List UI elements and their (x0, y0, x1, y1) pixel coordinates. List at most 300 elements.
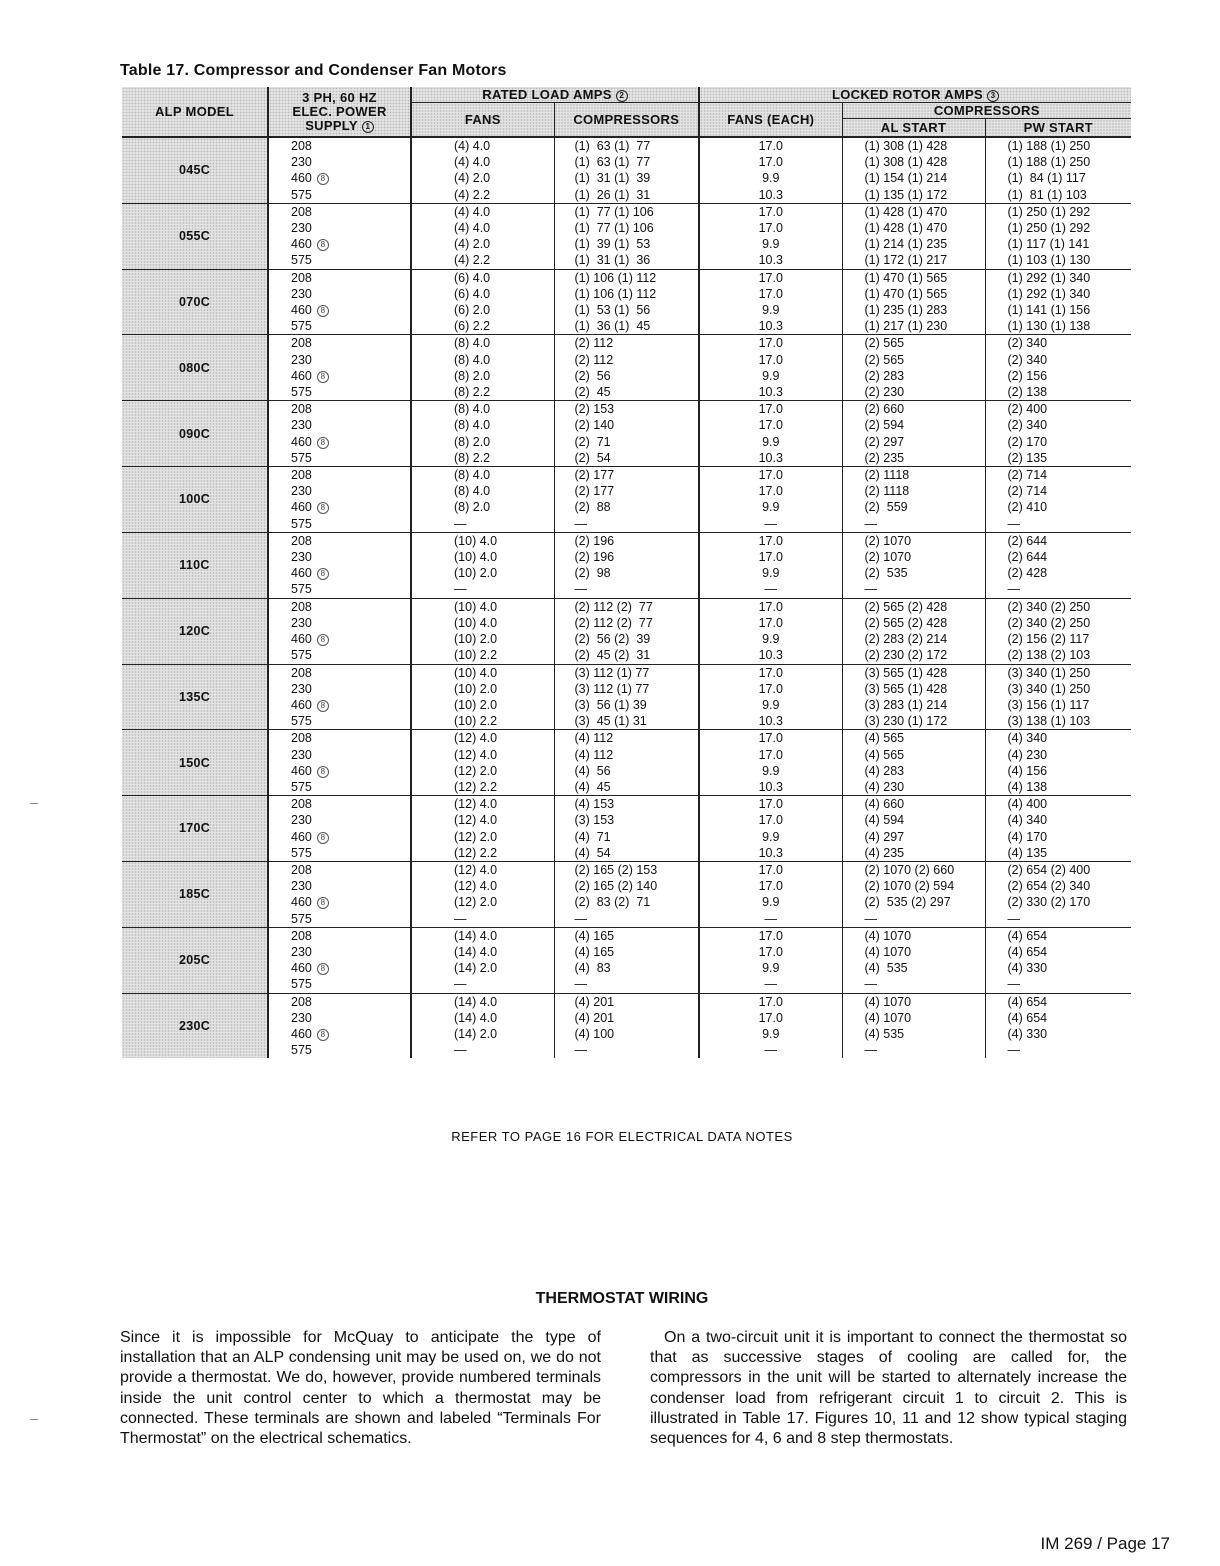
voltage-cell (268, 1026, 411, 1042)
pw-start-cell (985, 318, 1131, 335)
al-start-cell-value: (3) 565 (1) 428 (864, 665, 948, 680)
header-locked-label: LOCKED ROTOR AMPS (832, 86, 984, 102)
pw-start-cell-value: (2) 340 (2) 250 (1007, 599, 1091, 614)
compressor-amps-cell-value: (2) 112 (2) 77 (574, 615, 653, 630)
fan-locked-rotor-cell-value: — (764, 977, 778, 992)
voltage-cell (268, 137, 411, 154)
compressor-amps-cell (554, 615, 699, 631)
compressor-amps-cell-value: (2) 88 (574, 500, 611, 515)
table-row (122, 730, 1131, 747)
header-alp-model: ALP MODEL (122, 87, 268, 137)
pw-start-cell-value: — (1007, 911, 1021, 926)
voltage-cell (268, 187, 411, 204)
fans-amps-cell-value: (4) 4.0 (454, 155, 491, 170)
fans-amps-cell (411, 664, 554, 681)
compressor-amps-cell (554, 878, 699, 894)
pw-start-cell-value: (2) 340 (1007, 336, 1048, 351)
pw-start-cell-value: (2) 400 (1007, 402, 1048, 417)
al-start-cell-value: (4) 1070 (864, 994, 912, 1009)
pw-start-cell-value: (2) 340 (2) 250 (1007, 615, 1091, 630)
section-heading: THERMOSTAT WIRING (535, 1290, 709, 1307)
compressor-amps-cell (554, 352, 699, 368)
pw-start-cell (985, 516, 1131, 533)
pw-start-cell-value: (2) 340 (1007, 418, 1048, 433)
table-row (122, 763, 1131, 779)
fan-locked-rotor-cell (699, 467, 842, 484)
pw-start-cell (985, 845, 1131, 862)
compressor-amps-cell (554, 911, 699, 928)
fan-locked-rotor-cell-value: 17.0 (758, 862, 783, 877)
fans-amps-cell-value: (10) 4.0 (454, 550, 498, 565)
voltage-cell-value: 208 (291, 402, 312, 417)
fans-amps-cell-value: (12) 4.0 (454, 879, 498, 894)
fan-locked-rotor-cell-value: 17.0 (758, 204, 783, 219)
al-start-cell (842, 302, 985, 318)
fan-locked-rotor-cell-value: 9.9 (762, 632, 780, 647)
voltage-cell-value: 208 (291, 139, 312, 153)
compressor-amps-cell-value: (4) 45 (574, 779, 611, 794)
al-start-cell (842, 565, 985, 581)
pw-start-cell-value: (4) 138 (1007, 779, 1048, 794)
compressor-amps-cell (554, 467, 699, 484)
fan-locked-rotor-cell (699, 450, 842, 467)
compressor-amps-cell-value: (1) 63 (1) 77 (574, 155, 651, 170)
fans-amps-cell-value: — (454, 516, 467, 531)
voltage-cell (268, 1010, 411, 1026)
al-start-cell (842, 467, 985, 484)
al-start-cell-value: — (864, 582, 878, 597)
al-start-cell (842, 417, 985, 433)
table-row (122, 417, 1131, 433)
compressor-amps-cell-value: (4) 112 (574, 747, 614, 762)
compressor-amps-cell (554, 631, 699, 647)
compressor-amps-cell-value: (4) 201 (574, 1010, 615, 1025)
pw-start-cell-value: (1) 250 (1) 292 (1007, 204, 1091, 219)
fan-locked-rotor-cell (699, 647, 842, 664)
voltage-cell-value: 460 (291, 1026, 312, 1041)
pw-start-cell-value: (3) 156 (1) 117 (1007, 697, 1090, 712)
al-start-cell (842, 615, 985, 631)
compressor-amps-cell (554, 434, 699, 450)
table-row (122, 236, 1131, 252)
pw-start-cell-value: (1) 84 (1) 117 (1007, 171, 1086, 186)
al-start-cell (842, 581, 985, 598)
pw-start-cell (985, 664, 1131, 681)
fans-amps-cell (411, 960, 554, 976)
pw-start-cell-value: (2) 138 (2) 103 (1007, 648, 1091, 663)
voltage-cell-value: 230 (291, 747, 312, 762)
compressor-amps-cell-value: (4) 201 (574, 994, 615, 1009)
fans-amps-cell (411, 713, 554, 730)
voltage-cell-value: 208 (291, 928, 312, 943)
al-start-cell-value: (3) 230 (1) 172 (864, 714, 948, 729)
compressor-amps-cell (554, 894, 699, 910)
fans-amps-cell-value: (10) 2.0 (454, 681, 498, 696)
al-start-cell (842, 203, 985, 220)
fans-amps-cell-value: (8) 2.2 (454, 450, 491, 465)
pw-start-cell (985, 1042, 1131, 1058)
pw-start-cell-value: (2) 428 (1007, 566, 1048, 581)
fans-amps-cell-value: (12) 2.2 (454, 779, 498, 794)
al-start-cell (842, 697, 985, 713)
pw-start-cell (985, 631, 1131, 647)
fan-locked-rotor-cell (699, 1026, 842, 1042)
voltage-cell (268, 878, 411, 894)
al-start-cell (842, 187, 985, 204)
model-cell: 110C (122, 532, 268, 598)
table-row (122, 187, 1131, 204)
compressor-amps-cell (554, 845, 699, 862)
fans-amps-cell-value: (14) 4.0 (454, 994, 498, 1009)
fan-locked-rotor-cell (699, 1010, 842, 1026)
voltage-cell (268, 647, 411, 664)
al-start-cell-value: (1) 308 (1) 428 (864, 155, 948, 170)
fan-locked-rotor-cell (699, 170, 842, 186)
fan-locked-rotor-cell (699, 483, 842, 499)
voltage-cell-value: 460 (291, 303, 312, 318)
al-start-cell-value: (2) 1118 (864, 484, 910, 499)
compressor-amps-cell-value: (4) 165 (574, 928, 615, 943)
fans-amps-cell (411, 944, 554, 960)
compressor-amps-cell (554, 252, 699, 269)
pw-start-cell (985, 236, 1131, 252)
fan-locked-rotor-cell-value: 17.0 (758, 533, 783, 548)
compressor-amps-cell-value: (1) 31 (1) 36 (574, 253, 651, 268)
al-start-cell (842, 779, 985, 796)
voltage-cell-value: 460 (291, 171, 312, 186)
voltage-cell-value: 460 (291, 434, 312, 449)
voltage-cell (268, 170, 411, 186)
table-row (122, 1042, 1131, 1058)
pw-start-cell (985, 713, 1131, 730)
compressor-amps-cell (554, 269, 699, 286)
header-supply-line2: ELEC. POWER (292, 103, 387, 119)
al-start-cell-value: (4) 594 (864, 813, 905, 828)
compressor-amps-cell-value: (3) 112 (1) 77 (574, 681, 650, 696)
compressor-amps-cell (554, 236, 699, 252)
compressor-amps-cell-value: (2) 177 (574, 468, 615, 483)
voltage-cell-value: 575 (291, 648, 312, 663)
table-row (122, 335, 1131, 352)
fans-amps-cell-value: (12) 4.0 (454, 797, 498, 812)
pw-start-cell (985, 434, 1131, 450)
fans-amps-cell (411, 516, 554, 533)
voltage-cell-value: 575 (291, 516, 312, 531)
al-start-cell-value: (4) 230 (864, 779, 905, 794)
table-row (122, 318, 1131, 335)
al-start-cell-value: (4) 235 (864, 845, 905, 860)
fan-locked-rotor-cell-value: 17.0 (758, 681, 783, 696)
al-start-cell-value: (2) 1118 (864, 468, 910, 483)
note-marker-icon: 8 (317, 173, 329, 185)
table-row (122, 829, 1131, 845)
pw-start-cell-value: (1) 292 (1) 340 (1007, 270, 1091, 285)
compressor-amps-cell-value: (2) 140 (574, 418, 615, 433)
table-row (122, 878, 1131, 894)
pw-start-cell-value: (4) 230 (1007, 747, 1048, 762)
table-row (122, 894, 1131, 910)
table-row (122, 137, 1131, 154)
al-start-cell-value: (2) 283 (864, 368, 905, 383)
pw-start-cell (985, 467, 1131, 484)
compressor-amps-cell-value: (2) 83 (2) 71 (574, 895, 651, 910)
fan-locked-rotor-cell (699, 516, 842, 533)
compressor-amps-cell-value: (2) 196 (574, 550, 615, 565)
model-cell: 070C (122, 269, 268, 335)
pw-start-cell (985, 681, 1131, 697)
voltage-cell (268, 516, 411, 533)
note-marker-icon: 8 (317, 502, 329, 514)
al-start-cell (842, 878, 985, 894)
fans-amps-cell-value: (12) 2.0 (454, 895, 498, 910)
table-row (122, 401, 1131, 418)
pw-start-cell-value: (4) 400 (1007, 797, 1048, 812)
fans-amps-cell (411, 631, 554, 647)
fan-locked-rotor-cell-value: 9.9 (762, 1026, 780, 1041)
fans-amps-cell (411, 615, 554, 631)
table-row (122, 647, 1131, 664)
fan-locked-rotor-cell-value: 17.0 (758, 402, 783, 417)
fans-amps-cell-value: (6) 4.0 (454, 270, 491, 285)
fans-amps-cell (411, 532, 554, 549)
fan-locked-rotor-cell (699, 779, 842, 796)
fan-locked-rotor-cell-value: 17.0 (758, 813, 783, 828)
table-row (122, 681, 1131, 697)
compressor-amps-cell-value: (3) 153 (574, 813, 615, 828)
compressor-amps-cell-value: (2) 56 (574, 368, 611, 383)
voltage-cell-value: 575 (291, 845, 312, 860)
rated-note-marker: 2 (616, 90, 628, 102)
al-start-cell (842, 647, 985, 664)
voltage-cell-value: 208 (291, 336, 312, 351)
al-start-cell (842, 845, 985, 862)
fans-amps-cell-value: (6) 2.2 (454, 319, 491, 334)
voltage-cell (268, 697, 411, 713)
al-start-cell (842, 286, 985, 302)
pw-start-cell-value: (1) 250 (1) 292 (1007, 221, 1091, 236)
voltage-cell (268, 532, 411, 549)
fan-locked-rotor-cell (699, 499, 842, 515)
header-supply-line3: SUPPLY (305, 117, 358, 133)
voltage-cell (268, 417, 411, 433)
table-row (122, 302, 1131, 318)
note-marker-icon: 8 (317, 634, 329, 646)
compressor-amps-cell (554, 960, 699, 976)
pw-start-cell-value: (3) 340 (1) 250 (1007, 665, 1091, 680)
fans-amps-cell (411, 598, 554, 615)
fans-amps-cell (411, 845, 554, 862)
al-start-cell (842, 747, 985, 763)
model-cell: 230C (122, 993, 268, 1058)
fans-amps-cell (411, 976, 554, 993)
fan-locked-rotor-cell-value: — (764, 1043, 778, 1058)
fan-locked-rotor-cell (699, 730, 842, 747)
fan-locked-rotor-cell-value: 17.0 (758, 747, 783, 762)
al-start-cell-value: (2) 535 (864, 566, 908, 581)
al-start-cell (842, 960, 985, 976)
al-start-cell (842, 944, 985, 960)
al-start-cell-value: (2) 1070 (2) 660 (864, 862, 955, 877)
fan-locked-rotor-cell-value: 17.0 (758, 944, 783, 959)
note-marker-icon: 8 (317, 963, 329, 975)
compressor-amps-cell (554, 927, 699, 944)
al-start-cell (842, 664, 985, 681)
table-row (122, 352, 1131, 368)
fan-locked-rotor-cell (699, 286, 842, 302)
fans-amps-cell (411, 796, 554, 813)
fan-locked-rotor-cell (699, 220, 842, 236)
compressor-amps-cell (554, 532, 699, 549)
model-cell: 100C (122, 467, 268, 533)
table-row (122, 220, 1131, 236)
al-start-cell-value: (1) 428 (1) 470 (864, 204, 948, 219)
al-start-cell (842, 252, 985, 269)
voltage-cell-value: 575 (291, 450, 312, 465)
fans-amps-cell-value: (8) 4.0 (454, 468, 491, 483)
al-start-cell (842, 137, 985, 154)
voltage-cell (268, 631, 411, 647)
table-row (122, 697, 1131, 713)
fans-amps-cell (411, 352, 554, 368)
compressor-amps-cell-value: (2) 153 (574, 402, 615, 417)
compressor-amps-cell (554, 137, 699, 154)
al-start-cell (842, 1042, 985, 1058)
al-start-cell-value: (2) 565 (864, 336, 905, 351)
al-start-cell (842, 499, 985, 515)
fans-amps-cell (411, 318, 554, 335)
al-start-cell-value: (2) 565 (2) 428 (864, 615, 948, 630)
fan-locked-rotor-cell-value: 10.3 (758, 648, 783, 663)
compressor-amps-cell (554, 713, 699, 730)
table-row (122, 845, 1131, 862)
compressor-amps-cell (554, 187, 699, 204)
al-start-cell (842, 483, 985, 499)
compressor-amps-cell (554, 450, 699, 467)
voltage-cell-value: 575 (291, 187, 312, 202)
pw-start-cell-value: — (1007, 516, 1021, 531)
compressor-amps-cell (554, 647, 699, 664)
compressor-amps-cell (554, 499, 699, 515)
pw-start-cell (985, 976, 1131, 993)
table-row (122, 944, 1131, 960)
fans-amps-cell (411, 286, 554, 302)
fan-locked-rotor-cell (699, 368, 842, 384)
voltage-cell (268, 681, 411, 697)
pw-start-cell (985, 170, 1131, 186)
al-start-cell-value: (1) 135 (1) 172 (864, 187, 948, 202)
fans-amps-cell (411, 878, 554, 894)
voltage-cell-value: 230 (291, 221, 312, 236)
fans-amps-cell-value: (8) 4.0 (454, 336, 491, 351)
fans-amps-cell-value: (4) 4.0 (454, 139, 491, 153)
fan-locked-rotor-cell (699, 335, 842, 352)
pw-start-cell (985, 747, 1131, 763)
voltage-cell (268, 993, 411, 1010)
al-start-cell-value: (4) 297 (864, 829, 905, 844)
header-compressors-locked: COMPRESSORS (842, 103, 1131, 119)
pw-start-cell-value: (2) 330 (2) 170 (1007, 895, 1091, 910)
fans-amps-cell-value: (14) 2.0 (454, 961, 498, 976)
compressor-amps-cell (554, 730, 699, 747)
fan-locked-rotor-cell (699, 763, 842, 779)
voltage-cell-value: 208 (291, 862, 312, 877)
table-row (122, 779, 1131, 796)
table-row (122, 269, 1131, 286)
paragraph-left: Since it is impossible for McQuay to anticipate the type of installation that an ALP condensing unit may be used on, we do not provide a thermostat. We do, however, provide numbered terminals inside the unit control center to which a thermostat may be connected. These terminals are shown and labeled “Terminals For Thermostat” on the electrical schematics. (120, 1329, 601, 1448)
pw-start-cell-value: (2) 156 (2) 117 (1007, 632, 1090, 647)
compressor-amps-cell (554, 368, 699, 384)
fan-locked-rotor-cell-value: 10.3 (758, 187, 783, 202)
compressor-amps-cell (554, 779, 699, 796)
compressor-amps-cell (554, 598, 699, 615)
voltage-cell (268, 368, 411, 384)
al-start-cell-value: (4) 535 (864, 961, 908, 976)
fan-locked-rotor-cell-value: 17.0 (758, 599, 783, 614)
pw-start-cell (985, 598, 1131, 615)
fan-locked-rotor-cell-value: 9.9 (762, 829, 780, 844)
fans-amps-cell (411, 269, 554, 286)
compressor-amps-cell (554, 318, 699, 335)
fans-amps-cell (411, 565, 554, 581)
fans-amps-cell (411, 911, 554, 928)
pw-start-cell (985, 532, 1131, 549)
al-start-cell (842, 598, 985, 615)
note-marker-icon: 8 (317, 437, 329, 449)
fan-locked-rotor-cell-value: 17.0 (758, 797, 783, 812)
compressor-amps-cell-value: (2) 112 (2) 77 (574, 599, 653, 614)
fan-locked-rotor-cell-value: 10.3 (758, 779, 783, 794)
model-cell: 170C (122, 796, 268, 862)
fans-amps-cell-value: (8) 2.0 (454, 500, 491, 515)
locked-note-marker: 3 (987, 90, 999, 102)
pw-start-cell-value: (2) 410 (1007, 500, 1048, 515)
voltage-cell (268, 286, 411, 302)
compressor-amps-cell-value: (4) 71 (574, 829, 611, 844)
al-start-cell-value: (1) 154 (1) 214 (864, 171, 948, 186)
fan-locked-rotor-cell (699, 302, 842, 318)
compressor-amps-cell-value: (1) 53 (1) 56 (574, 303, 651, 318)
compressor-amps-cell-value: (4) 165 (574, 944, 615, 959)
fans-amps-cell (411, 187, 554, 204)
al-start-cell (842, 1010, 985, 1026)
voltage-cell-value: 208 (291, 270, 312, 285)
fan-locked-rotor-cell (699, 236, 842, 252)
al-start-cell-value: (2) 283 (2) 214 (864, 632, 948, 647)
pw-start-cell (985, 927, 1131, 944)
voltage-cell (268, 747, 411, 763)
fans-amps-cell-value: (12) 2.2 (454, 845, 498, 860)
fans-amps-cell (411, 647, 554, 664)
pw-start-cell-value: (4) 340 (1007, 731, 1048, 746)
voltage-cell-value: 460 (291, 829, 312, 844)
compressor-amps-cell (554, 581, 699, 598)
compressor-amps-cell (554, 697, 699, 713)
pw-start-cell (985, 944, 1131, 960)
voltage-cell (268, 779, 411, 796)
fan-locked-rotor-cell (699, 1042, 842, 1058)
voltage-cell (268, 944, 411, 960)
pw-start-cell-value: (4) 654 (1007, 928, 1048, 943)
voltage-cell (268, 664, 411, 681)
fans-amps-cell (411, 829, 554, 845)
pw-start-cell (985, 549, 1131, 565)
compressor-amps-cell-value: (1) 77 (1) 106 (574, 204, 654, 219)
pw-start-cell (985, 269, 1131, 286)
al-start-cell-value: (1) 217 (1) 230 (864, 319, 948, 334)
compressor-amps-cell (554, 747, 699, 763)
fan-locked-rotor-cell-value: 9.9 (762, 961, 780, 976)
fans-amps-cell-value: (8) 4.0 (454, 418, 491, 433)
